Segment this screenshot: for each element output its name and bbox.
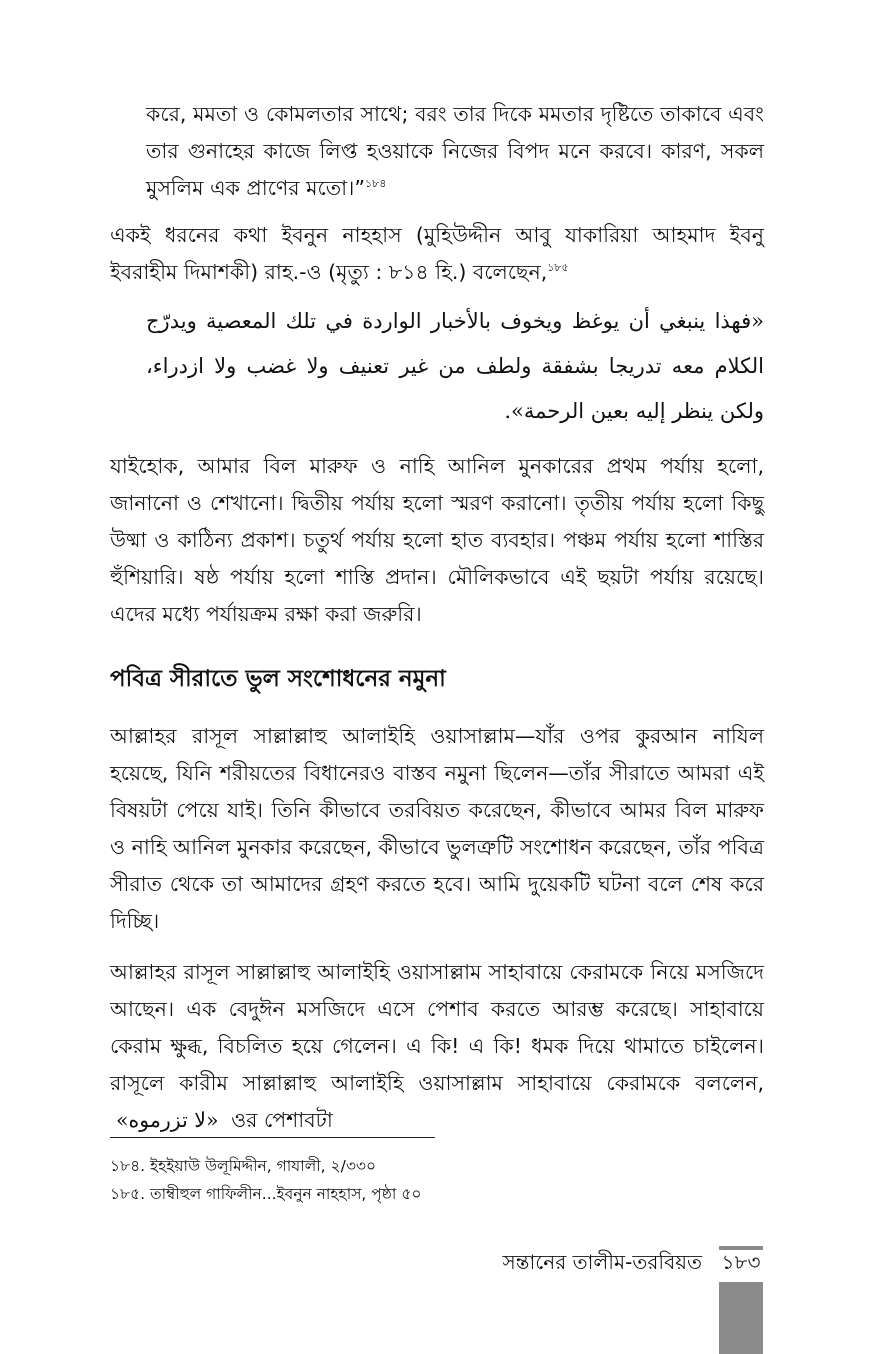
page-number: ১৮৩ [721,1250,761,1274]
intro-quote [110,96,764,207]
footnote-text: ইহইয়াউ উলূমিদ্দীন, গাযালী, ২/৩৩০ [150,1157,377,1175]
intro-quote-text: করে, মমতা ও কোমলতার সাথে; বরং তার দিকে মমতার দৃষ্টিতে তাকাবে এবং তার গুনাহের কাজে লিপ্ত হওয়াকে নিজের বিপদ মনে করবে। কারণ, সকল মুসলিম এক প্রাণের মতো।” [146,102,764,200]
footnote-185 [110,1180,764,1208]
page-tab-marker [719,1282,763,1354]
footnote-ref-184[interactable]: ১৮৪ [365,177,387,191]
footnote-number: ১৮৫. [110,1185,146,1203]
paragraph-bedouin [110,954,764,1139]
footnote-ref-185[interactable]: ১৮৫ [547,261,569,275]
footnote-text: তাম্বীহুল গাফিলীন...ইবনুন নাহহাস, পৃষ্ঠা ৫০ [150,1185,422,1203]
paragraph-ibn-nahhas [110,217,764,291]
arabic-inline-quote: «لا تزرموه» [116,1108,219,1133]
footnote-number: ১৮৪. [110,1157,146,1175]
section-heading: পবিত্র সীরাতে ভুল সংশোধনের নমুনা [110,666,446,692]
paragraph-bedouin-tail: ওর পেশাবটা [231,1108,333,1133]
footnotes [110,1152,764,1208]
page-body [110,96,764,1139]
footnote-184 [110,1152,764,1180]
paragraph-ibn-nahhas-text: একই ধরনের কথা ইবনুন নাহহাস (মুহিউদ্দীন আবু যাকারিয়া আহমাদ ইবনু ইবরাহীম দিমাশকী) রাহ.-ও (মৃত্যু : ৮১৪ হি.) বলেছেন, [110,223,764,284]
running-title: সন্তানের তালীম-তরবিয়ত [502,1250,702,1274]
paragraph-seerah: আল্লাহর রাসূল সাল্লাল্লাহু আলাইহি ওয়াসাল্লাম—যাঁর ওপর কুরআন নাযিল হয়েছে, যিনি শরীয়তের বিধানেরও বাস্তব নমুনা ছিলেন—তাঁর সীরাতে আমরা এই বিষয়টা পেয়ে যাই। তিনি কীভাবে তরবিয়ত করেছেন, কীভাবে আমর বিল মারুফ ও নাহি আনিল মুনকার করেছেন, কীভাবে ভুলত্রুটি সংশোধন করেছেন, তাঁর পবিত্র সীরাত থেকে তা আমাদের গ্রহণ করতে হবে। আমি দুয়েকটি ঘটনা বলে শেষ করে দিচ্ছি। [110,724,764,934]
paragraph-bedouin-text: আল্লাহর রাসূল সাল্লাল্লাহু আলাইহি ওয়াসাল্লাম সাহাবায়ে কেরামকে নিয়ে মসজিদে আছেন। এক বেদুঈন মসজিদে এসে পেশাব করতে আরম্ভ করেছে। সাহাবায়ে কেরাম ক্ষুব্ধ, বিচলিত হয়ে গেলেন। এ কি! এ কি! ধমক দিয়ে থামাতে চাইলেন। রাসূলে কারীম সাল্লাল্লাহু আলাইহি ওয়াসাল্লাম সাহাবায়ে কেরামকে বললেন, [110,960,764,1096]
arabic-quote: «فهذا ينبغي أن يوغظ ويخوف بالأخبار الواردة في تلك المعصية ويدرّج الكلام معه تدريجا بشفقة ولطف من غير تعنيف ولا غضب ولا ازدراء، ولكن ينظر إليه بعين الرحمة». [146,309,764,423]
footnote-divider [110,1137,435,1138]
paragraph-stages: যাইহোক, আমার বিল মারুফ ও নাহি আনিল মুনকারের প্রথম পর্যায় হলো, জানানো ও শেখানো। দ্বিতীয় পর্যায় হলো স্মরণ করানো। তৃতীয় পর্যায় হলো কিছু উষ্মা ও কাঠিন্য প্রকাশ। চতুর্থ পর্যায় হলো হাত ব্যবহার। পঞ্চম পর্যায় হলো শাস্তির হুঁশিয়ারি। ষষ্ঠ পর্যায় হলো শাস্তি প্রদান। মৌলিকভাবে এই ছয়টা পর্যায় রয়েছে। এদের মধ্যে পর্যায়ক্রম রক্ষা করা জরুরি। [110,454,764,626]
page-footer [0,1238,870,1354]
